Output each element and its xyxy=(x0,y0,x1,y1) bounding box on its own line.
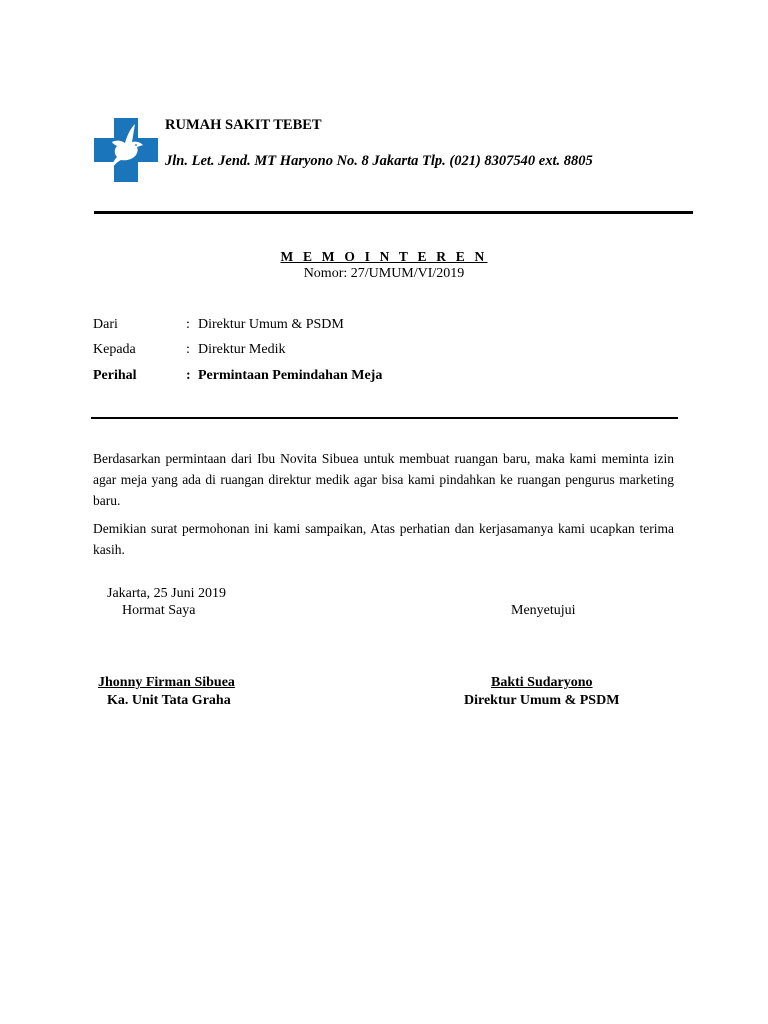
cross-with-dove-icon xyxy=(94,118,158,182)
left-signatory-title: Ka. Unit Tata Graha xyxy=(107,693,231,708)
closing-regards: Hormat Saya xyxy=(122,603,196,618)
from-colon: : xyxy=(186,317,190,332)
body-paragraph-1: Berdasarkan permintaan dari Ibu Novita Sibuea untuk membuat ruangan baru, maka kami meminta izin agar meja yang ada di ruangan direktur medik agar bisa kami pindahkan ke ruangan pengurus marketing baru. xyxy=(93,451,674,508)
place-date: Jakarta, 25 Juni 2019 xyxy=(107,586,226,601)
closing-approval: Menyetujui xyxy=(511,603,576,618)
organization-address: Jln. Let. Jend. MT Haryono No. 8 Jakarta Tlp. (021) 8307540 ext. 8805 xyxy=(165,153,593,169)
right-signatory-name: Bakti Sudaryono xyxy=(491,675,593,690)
to-label: Kepada xyxy=(93,342,136,357)
left-signatory-name: Jhonny Firman Sibuea xyxy=(98,675,235,690)
right-signatory-title: Direktur Umum & PSDM xyxy=(464,693,620,708)
memo-number: Nomor: 27/UMUM/VI/2019 xyxy=(303,266,465,281)
to-colon: : xyxy=(186,342,190,357)
memo-title-text: M E M O I N T E R E N xyxy=(280,249,488,264)
subject-colon: : xyxy=(186,368,191,383)
organization-name: RUMAH SAKIT TEBET xyxy=(165,117,322,133)
header-divider xyxy=(94,211,693,214)
fields-divider xyxy=(91,417,678,419)
subject-label: Perihal xyxy=(93,368,137,383)
memo-title xyxy=(0,249,768,265)
from-value: Direktur Umum & PSDM xyxy=(198,317,344,332)
from-label: Dari xyxy=(93,317,118,332)
to-value: Direktur Medik xyxy=(198,342,286,357)
subject-value: Permintaan Pemindahan Meja xyxy=(198,368,383,383)
body-paragraph-2: Demikian surat permohonan ini kami sampaikan, Atas perhatian dan kerjasamanya kami ucapkan terima kasih. xyxy=(93,521,674,557)
hospital-logo xyxy=(94,118,158,182)
